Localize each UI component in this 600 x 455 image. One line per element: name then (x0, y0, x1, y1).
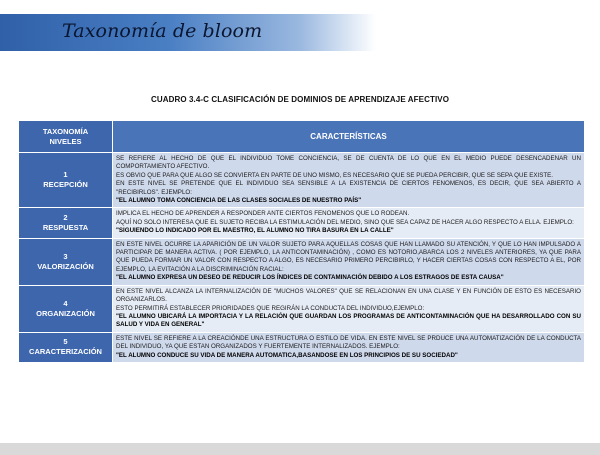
description-cell (113, 238, 585, 285)
affective-domain-table (18, 120, 585, 363)
example-text: "EL ALUMNO EXPRESA UN DESEO DE REDUCIR LOS ÍNDICES DE CONTAMINACIÓN DEBIDO A LOS ESTRAGOS DE ESTA CAUSA" (116, 274, 504, 282)
level-number: 3 (63, 251, 68, 261)
level-cell (19, 208, 113, 238)
example-text: "SIGUIENDO LO INDICADO POR EL MAESTRO, EL ALUMNO NO TIRA BASURA EN LA CALLE" (116, 227, 394, 235)
level-name: VALORIZACIÓN (37, 261, 94, 271)
column-header-line2: NIVELES (49, 136, 82, 146)
level-cell (19, 238, 113, 285)
table-title: CUADRO 3.4-C CLASIFICACIÓN DE DOMINIOS DE APRENDIZAJE AFECTIVO (150, 95, 450, 104)
description-cell (113, 153, 585, 208)
level-name: RESPUESTA (42, 223, 89, 233)
page-title: Taxonomía de bloom (62, 20, 263, 42)
level-number: 4 (63, 298, 68, 308)
description-cell (113, 208, 585, 238)
level-cell (19, 153, 113, 208)
level-name: ORGANIZACIÓN (36, 308, 95, 318)
level-name: CARACTERIZACIÓN (29, 347, 102, 357)
level-number: 5 (63, 337, 68, 347)
description-cell (113, 285, 585, 332)
level-name: RECEPCIÓN (43, 180, 88, 190)
level-cell (19, 332, 113, 362)
table-row (19, 153, 585, 208)
example-text: "EL ALUMNO CONDUCE SU VIDA DE MANERA AUTOMATICA,BASANDOSE EN LOS PRINCIPIOS DE SU SOCIEDAD" (116, 351, 458, 359)
description-text: EN ESTE NIVEL SE PRETENDE QUE EL INDIVIDUO SEA SENSIBLE A LA EXISTENCIA DE CIERTOS FENOMENOS, ES DECIR, QUE SEA ABIERTO A "RECIBIRLOS". EJEMPLO: (116, 180, 581, 196)
table-row (19, 285, 585, 332)
description-text: EN ESTE NIVEL ALCANZA LA INTERNALIZACIÓN DE "MUCHOS VALORES" QUE SE RELACIONAN EN UNA CLASE Y EN FUNCIÓN DE ESTO ES NECESARIO ORGANIZARLOS. (116, 287, 581, 304)
description-text: EN ESTE NIVEL OCURRE LA APARICIÓN DE UN VALOR SUJETO PARA AQUELLAS COSAS QUE HAN LLAMADO SU ATENCIÓN, Y QUE LO HAN IMPULSADO A PARTICIPAR DE MANERA ACTIVA. ( POR EJEMPLO, LA ANTICONTAMINACIÓN) , COMO ES NOTORIO,ABARCA LOS 2 NIVELES ANTERIORES, YA QUE PARA QUE PUEDA FORMAR UN VALOR CON RESPECTO A ALGO, ES NECESARIO PRIMERO PERCIBIRLO, Y HACER CIERTAS COSAS CON RESPECTO A EL, POR EJEMPLO, LA EVITACIÓN A LA DISCRIMINACIÓN RACIAL: (116, 240, 581, 273)
level-cell (19, 285, 113, 332)
description-text: ESTO PERMITIRÁ ESTABLECER PRIORIDADES QUE REGIRÁN LA CONDUCTA DEL INDIVIDUO,EJEMPLO: (116, 304, 425, 312)
level-number: 2 (63, 213, 68, 223)
column-header-niveles (19, 121, 113, 153)
column-header-line1: TAXONOMÍA (42, 126, 89, 136)
bottom-bar (0, 443, 600, 455)
table-header-row (19, 121, 585, 153)
description-text: ES OBVIO QUE PARA QUE ALGO SE CONVIERTA EN PARTE DE UNO MISMO, ES NECESARIO QUE SE PUEDA PERCIBIR, QUE SE SEPA QUE EXISTE. (116, 171, 554, 179)
table-row (19, 332, 585, 362)
description-text: AQUÍ NO SOLO INTERESA QUE EL SUJETO RECIBA LA ESTIMULACIÓN DEL MEDIO, SINO QUE SEA CAPAZ DE HACER ALGO RESPECTO A ELLA. EJEMPLO: (116, 218, 574, 226)
description-text: IMPLICA EL HECHO DE APRENDER A RESPONDER ANTE CIERTOS FENOMENOS QUE LO RODEAN. (116, 210, 410, 218)
level-number: 1 (63, 170, 68, 180)
table-row (19, 238, 585, 285)
column-header-caracteristicas: CARACTERÍSTICAS (113, 121, 585, 153)
description-text: ESTE NIVEL SE REFIERE A LA CREACIÓNDE UNA ESTRUCTURA O ESTILO DE VIDA. EN ESTE NIVEL SE PRDUCE UNA AUTOMATIZACIÓN DE LA CONDUCTA DEL INDIVIDUO, YA QUE ESTAN ORGANIZADOS Y FUERTEMENTE INTERNALIZADOS. EJEMPLO: (116, 334, 581, 351)
example-text: "EL ALUMNO TOMA CONCIENCIA DE LAS CLASES SOCIALES DE NUESTRO PAÍS" (116, 197, 362, 205)
description-cell (113, 332, 585, 362)
table-row (19, 208, 585, 238)
example-text: "EL ALUMNO UBICARÁ LA IMPORTACIA Y LA RELACIÓN QUE GUARDAN LOS PROGRAMAS DE ANTICONTAMINACIÓN QUE HA DESARROLLADO CON SU SALUD Y VIDA EN GENERAL" (116, 312, 581, 329)
description-text: SE REFIERE AL HECHO DE QUE EL INDIVIDUO TOME CONCIENCIA, SE DE CUENTA DE LO QUE EN EL MEDIO PUEDE DESENCADENAR UN COMPORTAMIENTO AFECTIVO. (116, 155, 581, 171)
